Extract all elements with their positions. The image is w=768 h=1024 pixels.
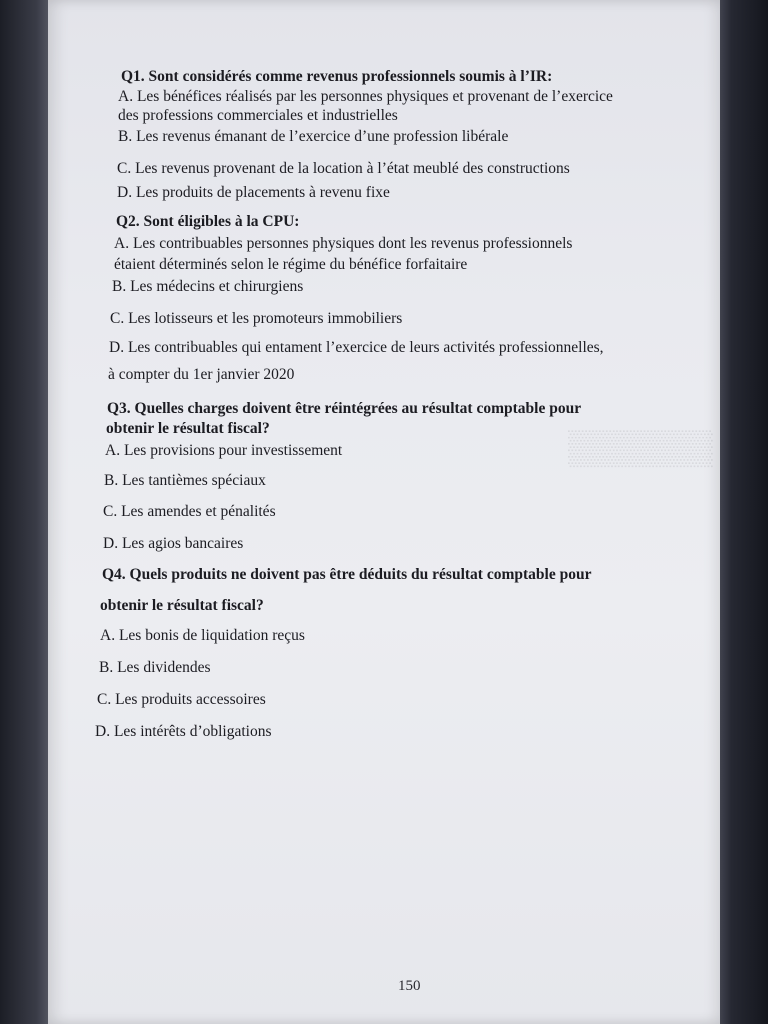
question-2-option-b: B. Les médecins et chirurgiens (112, 278, 304, 295)
question-1-option-a-line-1: A. Les bénéfices réalisés par les personnes physiques et provenant de l’exercice (118, 88, 613, 105)
question-4-title-line-2: obtenir le résultat fiscal? (100, 597, 264, 614)
background-left-edge (0, 0, 52, 1024)
question-2-option-d-line-1: D. Les contribuables qui entament l’exercice de leurs activités professionnelles, (109, 339, 604, 356)
question-2-option-c: C. Les lotisseurs et les promoteurs immobiliers (110, 310, 403, 327)
question-4-option-a: A. Les bonis de liquidation reçus (100, 627, 305, 644)
question-2-option-d-line-2: à compter du 1er janvier 2020 (108, 366, 295, 383)
question-1-option-a-line-2: des professions commerciales et industrielles (118, 107, 398, 124)
question-1-title: Q1. Sont considérés comme revenus professionnels soumis à l’IR: (121, 68, 553, 85)
question-2-option-a-line-2: étaient déterminés selon le régime du bénéfice forfaitaire (114, 256, 468, 273)
question-3-title-line-1: Q3. Quelles charges doivent être réintégrées au résultat comptable pour (107, 400, 582, 417)
paper-sheet (48, 0, 720, 1024)
question-1-option-d: D. Les produits de placements à revenu fixe (117, 184, 390, 201)
show-through-text: ▒▒▒▒▒▒ (568, 431, 713, 468)
question-2-title: Q2. Sont éligibles à la CPU: (116, 213, 300, 230)
question-2-option-a-line-1: A. Les contribuables personnes physiques dont les revenus professionnels (114, 235, 573, 252)
question-3-option-c: C. Les amendes et pénalités (103, 503, 276, 520)
question-1-option-c: C. Les revenus provenant de la location à l’état meublé des constructions (117, 160, 570, 177)
question-3-title-line-2: obtenir le résultat fiscal? (106, 420, 270, 437)
question-4-title-line-1: Q4. Quels produits ne doivent pas être déduits du résultat comptable pour (102, 566, 592, 583)
page-content (48, 0, 720, 1024)
question-4-option-c: C. Les produits accessoires (97, 691, 266, 708)
question-4-option-d: D. Les intérêts d’obligations (95, 723, 272, 740)
question-3-option-b: B. Les tantièmes spéciaux (104, 472, 266, 489)
question-3-option-a: A. Les provisions pour investissement (105, 442, 343, 459)
page-number: 150 (398, 978, 421, 994)
question-3-option-d: D. Les agios bancaires (103, 535, 244, 552)
question-4-option-b: B. Les dividendes (99, 659, 211, 676)
background-right-edge (716, 0, 768, 1024)
question-1-option-b: B. Les revenus émanant de l’exercice d’une profession libérale (118, 128, 509, 145)
